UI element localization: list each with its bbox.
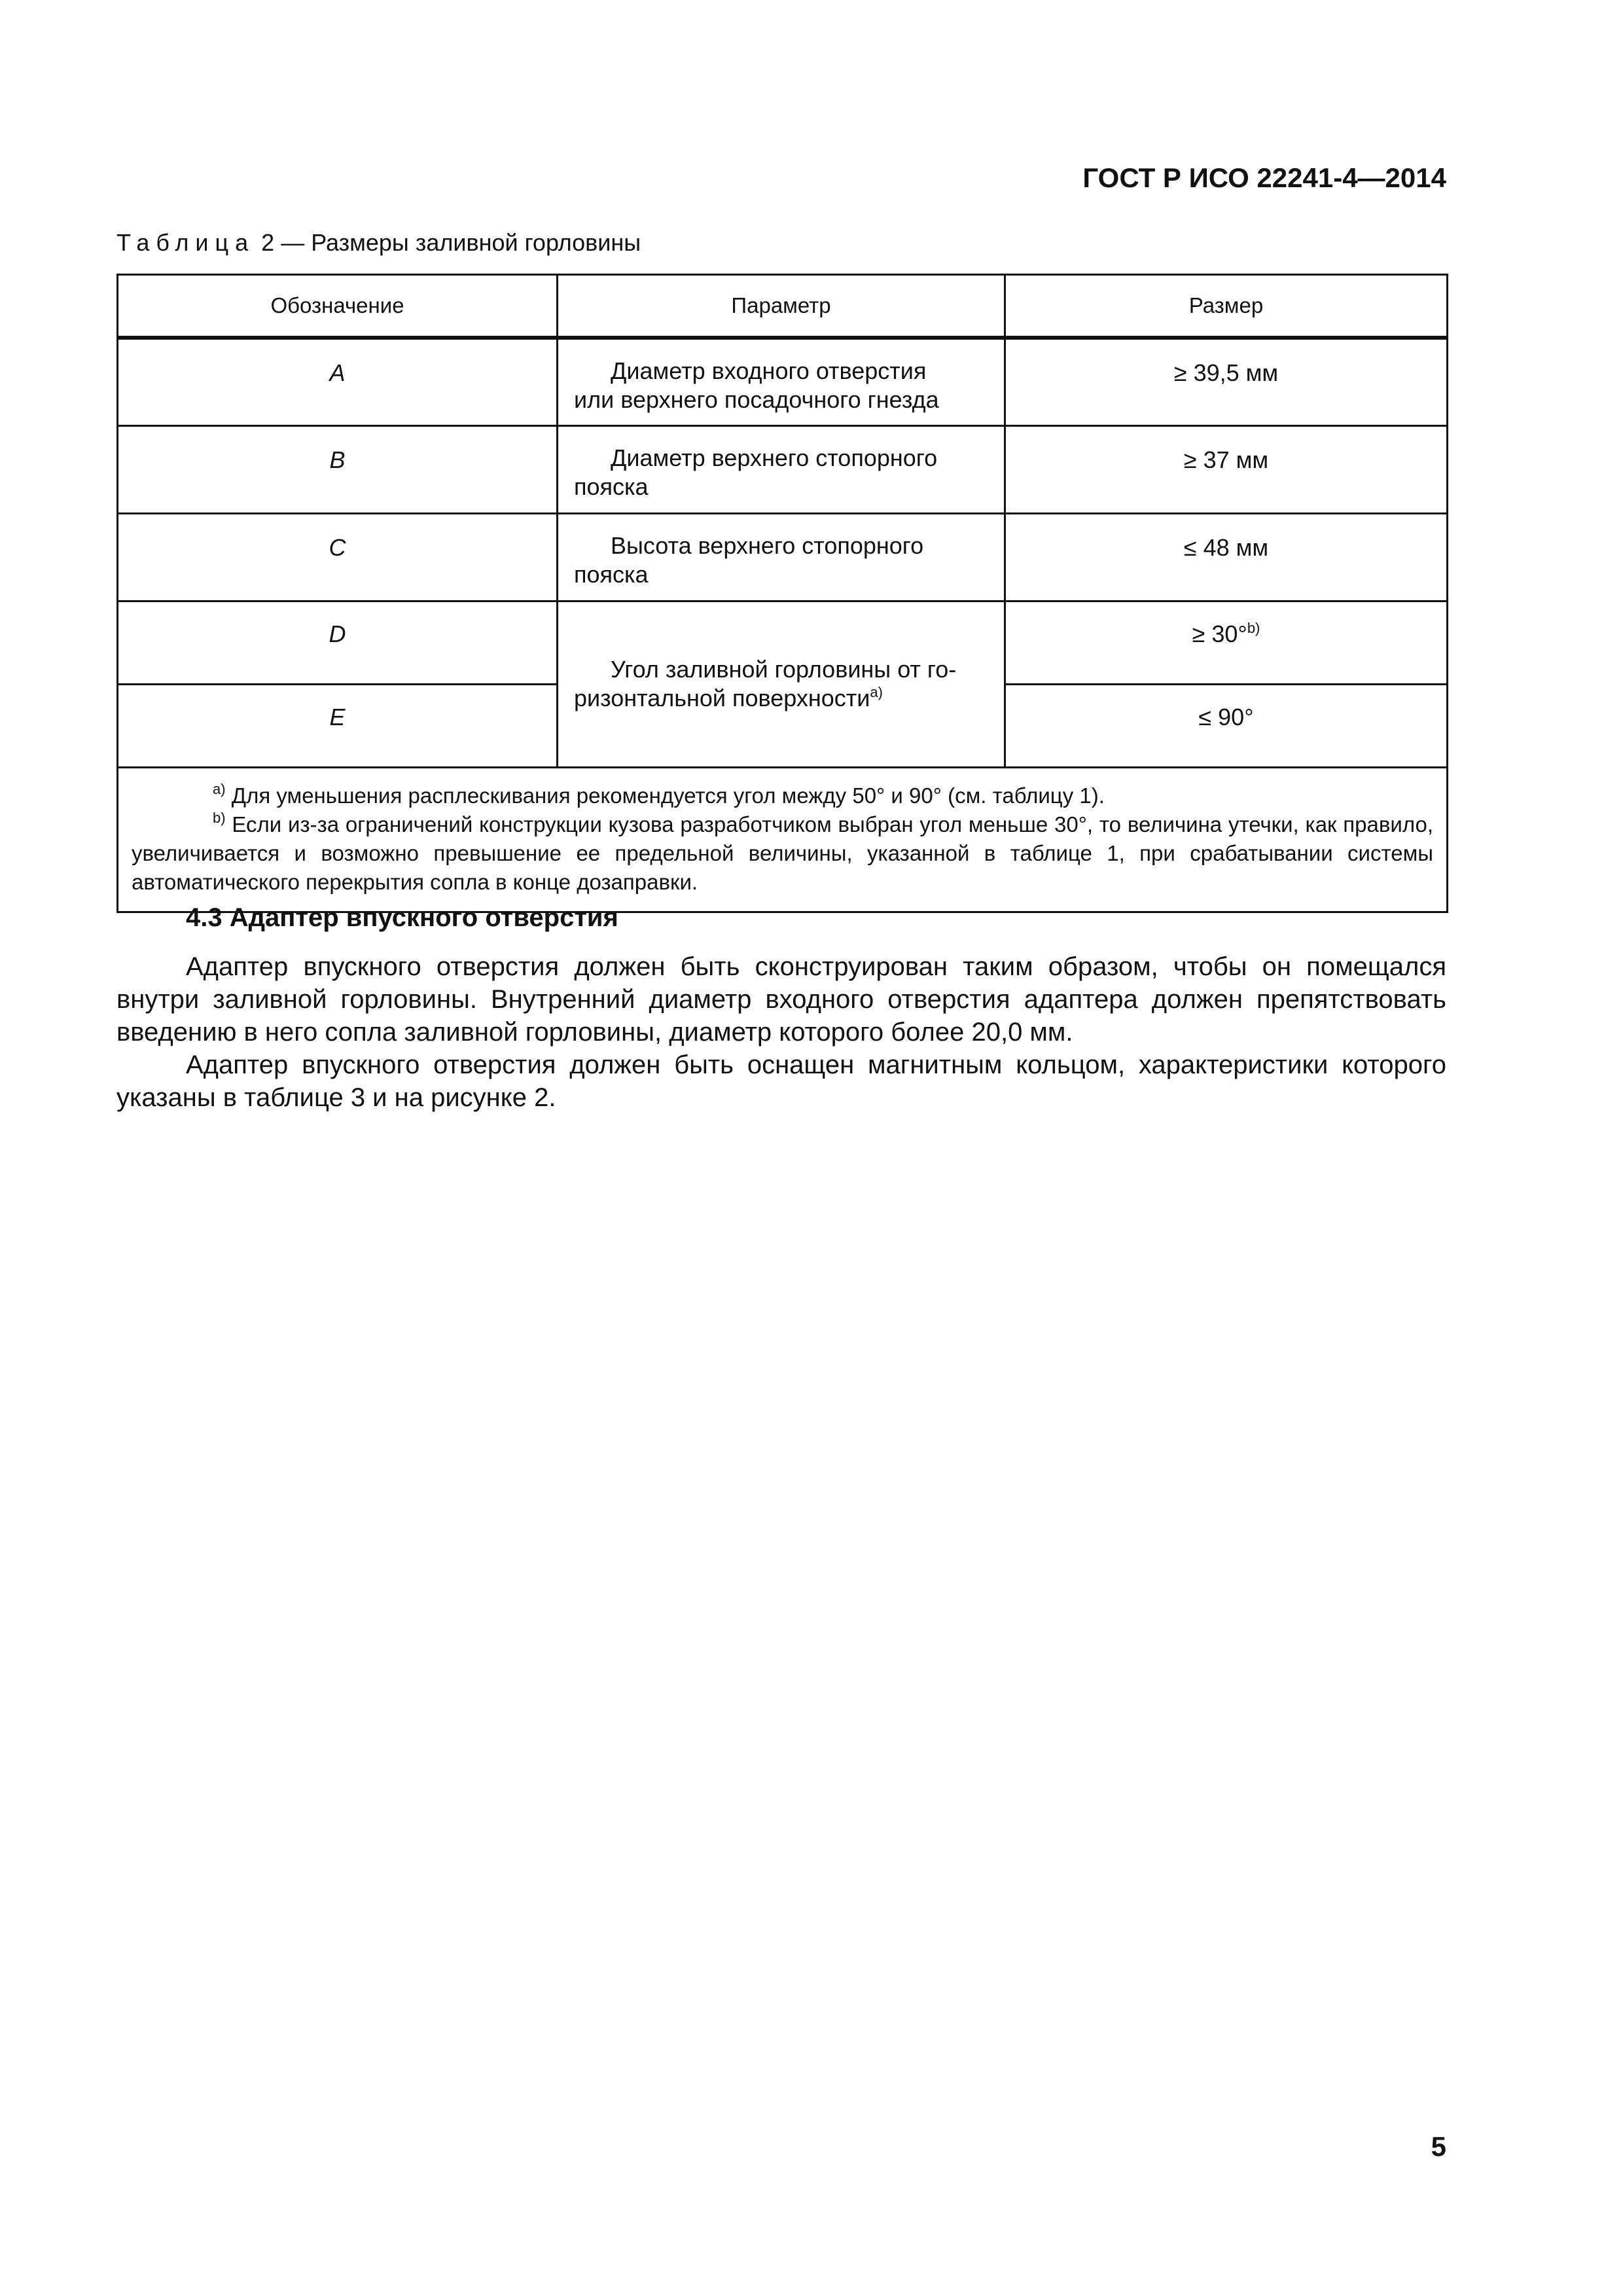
parameter-text-continued: ризонтальной поверхности [574, 685, 870, 711]
parameter-cell [558, 338, 1005, 425]
section-body [116, 950, 1446, 1114]
parameter-cell-merged [558, 601, 1005, 767]
footnote-mark: b) [213, 809, 226, 826]
parameter-text: Диаметр верхнего стопорного [611, 444, 938, 471]
footnote-text: Для уменьшения расплескивания рекомендуется угол между 50° и 90° (см. таблицу 1). [231, 783, 1105, 808]
footnote-text: Если из-за ограничений конструкции кузова разработчиком выбран угол меньше 30°, то величина утечки, как правило, увеличивается и возможно превышение ее предельной величины, указанной в таблице 1, при срабатывании системы автоматического перекрытия сопла в конце дозаправки. [132, 812, 1433, 894]
size-cell: ≥ 39,5 мм [1005, 338, 1448, 425]
designation-cell: D [118, 601, 558, 684]
parameter-cell [558, 513, 1005, 601]
footnote [132, 781, 1433, 810]
table-row [118, 601, 1448, 684]
table-row [118, 513, 1448, 601]
footnote-mark: a) [870, 684, 883, 700]
parameter-text-continued: или верхнего посадочного гнезда [574, 386, 939, 413]
parameter-text-continued: пояска [574, 473, 649, 500]
size-value: ≥ 30° [1192, 620, 1247, 647]
parameter-text: Диаметр входного отверстия [611, 357, 927, 384]
designation-cell: B [118, 425, 558, 513]
parameter-text-continued: пояска [574, 560, 649, 588]
parameter-text: Угол заливной горловины от го- [611, 656, 957, 683]
page-number: 5 [1431, 2131, 1446, 2162]
table-header-row [118, 275, 1448, 338]
column-header-size: Размер [1005, 275, 1448, 338]
designation-cell: E [118, 684, 558, 767]
table-notes [118, 767, 1448, 912]
paragraph: Адаптер впускного отверстия должен быть сконструирован таким образом, чтобы он помещался внутри заливной горловины. Внутренний диаметр входного отверстия адаптера должен препятствовать введению в него сопла заливной горловины, диаметр которого более 20,0 мм. [116, 952, 1446, 1047]
size-cell: ≤ 90° [1005, 684, 1448, 767]
designation-cell: C [118, 513, 558, 601]
footnote-mark: a) [213, 780, 226, 797]
parameter-text: Высота верхнего стопорного [611, 531, 924, 559]
size-cell [1005, 601, 1448, 684]
table-caption-text: 2 — Размеры заливной горловины [261, 229, 641, 256]
section-title: 4.3 Адаптер впускного отверстия [186, 903, 618, 932]
table-notes-row [118, 767, 1448, 912]
table-row [118, 338, 1448, 425]
designation-cell: A [118, 338, 558, 425]
column-header-parameter: Параметр [558, 275, 1005, 338]
footnote-mark: b) [1247, 619, 1260, 636]
table-caption-word: Таблица [116, 229, 255, 256]
document-header: ГОСТ Р ИСО 22241-4—2014 [1082, 162, 1446, 193]
parameter-cell [558, 425, 1005, 513]
column-header-designation: Обозначение [118, 275, 558, 338]
table-caption [116, 229, 641, 257]
size-cell: ≥ 37 мм [1005, 425, 1448, 513]
dimensions-table [116, 274, 1448, 913]
table-row [118, 425, 1448, 513]
size-cell: ≤ 48 мм [1005, 513, 1448, 601]
paragraph: Адаптер впускного отверстия должен быть оснащен магнитным кольцом, характеристики которого указаны в таблице 3 и на рисунке 2. [116, 1050, 1446, 1112]
footnote [132, 810, 1433, 897]
